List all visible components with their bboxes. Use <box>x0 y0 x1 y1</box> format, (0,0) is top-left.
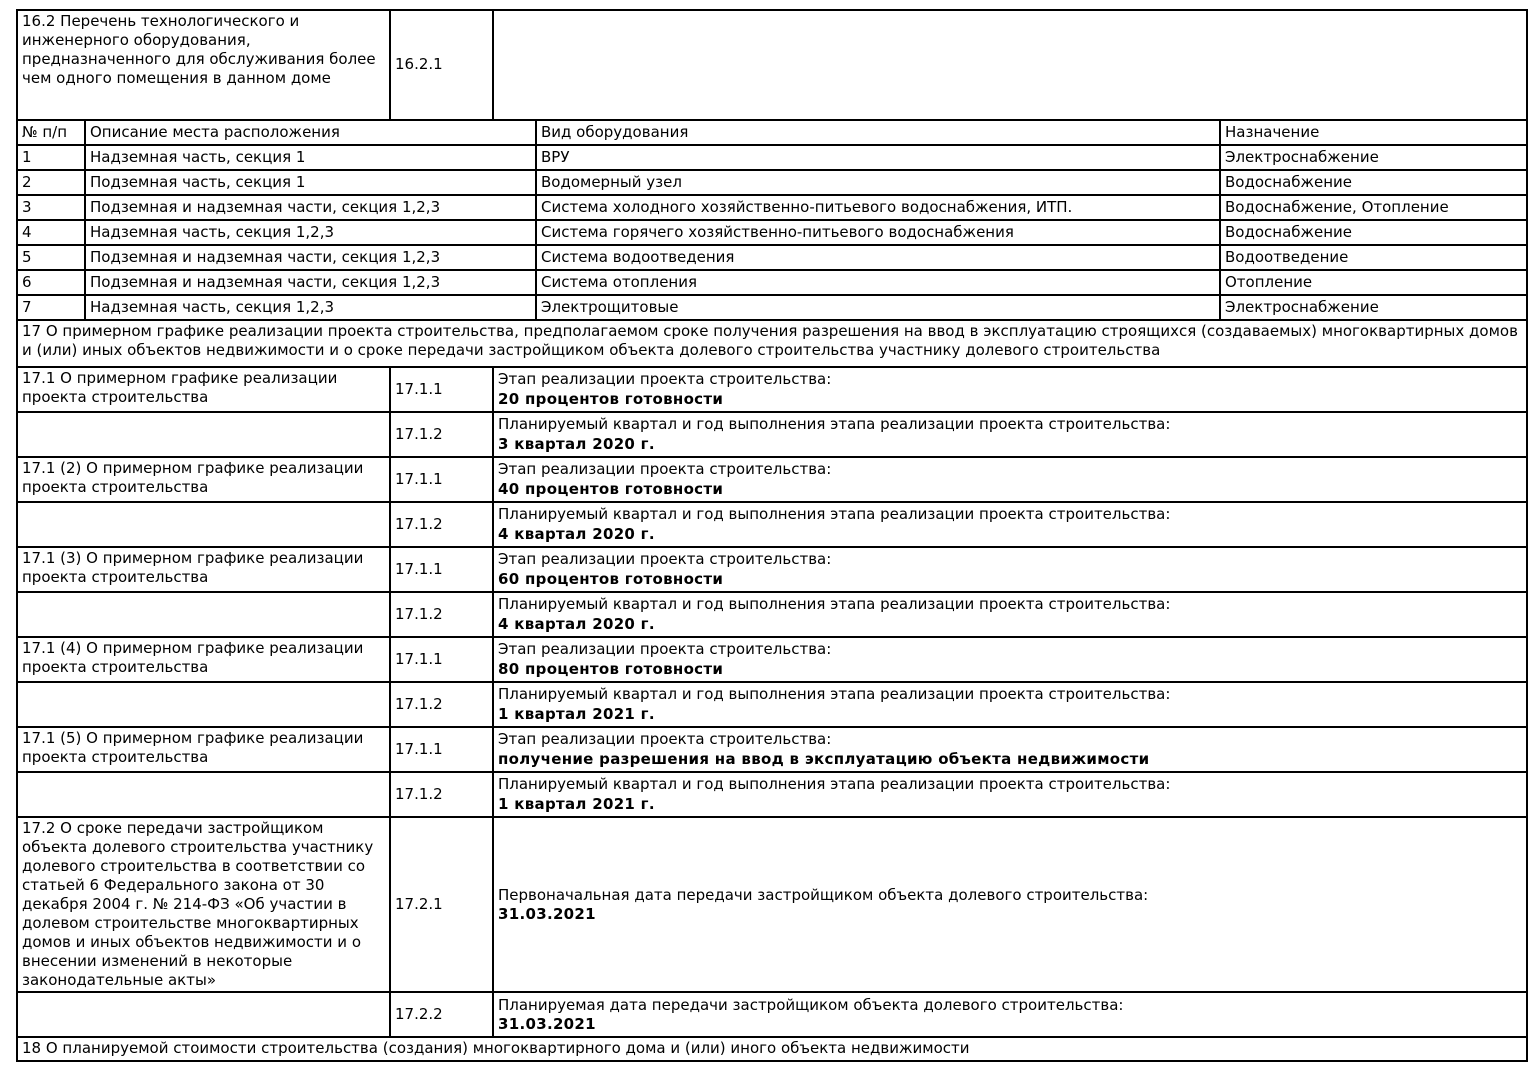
equipment-cell-type: Система водоотведения <box>536 245 1220 270</box>
field-caption: Планируемый квартал и год выполнения этапа реализации проекта строительства: <box>498 595 1171 614</box>
field-value: 1 квартал 2021 г. <box>498 704 655 723</box>
row-label-cell-empty <box>17 772 390 817</box>
section-18-header-row <box>17 1037 1527 1061</box>
equipment-table-body <box>17 145 1527 320</box>
field-value: 1 квартал 2021 г. <box>498 794 655 813</box>
row-content-cell <box>493 772 1527 817</box>
section-16-2-label: 16.2 Перечень технологического и инженерного оборудования, предназначенного для обслуживания более чем одного помещения в данном доме <box>17 10 390 120</box>
row-content-cell <box>493 502 1527 547</box>
equipment-cell-location: Подземная и надземная части, секция 1,2,3 <box>85 195 536 220</box>
row-code-cell: 17.1.1 <box>390 457 493 502</box>
row-code-cell: 17.1.2 <box>390 412 493 457</box>
section-18-heading: 18 О планируемой стоимости строительства (создания) многоквартирного дома и (или) иного объекта недвижимости <box>17 1037 1527 1061</box>
schedule-stage-row <box>17 547 1527 592</box>
equipment-cell-location: Надземная часть, секция 1,2,3 <box>85 220 536 245</box>
field-value: 80 процентов готовности <box>498 659 724 678</box>
section-17-2-body <box>17 817 1527 1037</box>
equipment-cell-location: Подземная часть, секция 1 <box>85 170 536 195</box>
equipment-cell-num: 6 <box>17 270 85 295</box>
equipment-cell-type: Система холодного хозяйственно-питьевого водоснабжения, ИТП. <box>536 195 1220 220</box>
schedule-block <box>17 457 1527 547</box>
section-16-2-row <box>17 10 1527 120</box>
project-declaration-document <box>16 9 1526 1062</box>
field-caption: Планируемый квартал и год выполнения этапа реализации проекта строительства: <box>498 415 1171 434</box>
equipment-cell-purpose: Отопление <box>1220 270 1527 295</box>
equipment-cell-num: 7 <box>17 295 85 320</box>
field-value: 20 процентов готовности <box>498 389 724 408</box>
field-value: 60 процентов готовности <box>498 569 724 588</box>
row-label-cell-empty <box>17 992 390 1037</box>
field-value: 31.03.2021 <box>498 1014 596 1033</box>
equipment-row <box>17 220 1527 245</box>
field-caption: Этап реализации проекта строительства: <box>498 460 832 479</box>
equipment-cell-type: Водомерный узел <box>536 170 1220 195</box>
field-value: 31.03.2021 <box>498 904 596 923</box>
equipment-cell-type: Электрощитовые <box>536 295 1220 320</box>
equipment-row <box>17 245 1527 270</box>
schedule-quarter-row <box>17 412 1527 457</box>
equipment-header-location: Описание места расположения <box>85 120 536 145</box>
schedule-quarter-row <box>17 772 1527 817</box>
equipment-cell-num: 1 <box>17 145 85 170</box>
row-content-cell <box>493 682 1527 727</box>
equipment-row <box>17 145 1527 170</box>
row-label-cell: 17.1 О примерном графике реализации проекта строительства <box>17 367 390 412</box>
schedule-table <box>16 319 1528 1062</box>
section-17-2-initial-date-row <box>17 817 1527 992</box>
row-code-cell: 17.2.1 <box>390 817 493 992</box>
row-code-cell: 17.1.1 <box>390 637 493 682</box>
section-16-2-table <box>16 9 1528 121</box>
field-value: получение разрешения на ввод в эксплуатацию объекта недвижимости <box>498 749 1150 768</box>
row-content-cell <box>493 457 1527 502</box>
schedule-stage-row <box>17 637 1527 682</box>
equipment-header-purpose: Назначение <box>1220 120 1527 145</box>
field-caption: Планируемый квартал и год выполнения этапа реализации проекта строительства: <box>498 505 1171 524</box>
field-value: 3 квартал 2020 г. <box>498 434 655 453</box>
schedule-block <box>17 367 1527 457</box>
row-content-cell <box>493 367 1527 412</box>
field-caption: Планируемый квартал и год выполнения этапа реализации проекта строительства: <box>498 685 1171 704</box>
section-16-2-code: 16.2.1 <box>390 10 493 120</box>
field-caption: Планируемый квартал и год выполнения этапа реализации проекта строительства: <box>498 775 1171 794</box>
equipment-cell-type: ВРУ <box>536 145 1220 170</box>
section-18-body <box>17 1037 1527 1061</box>
field-value: 4 квартал 2020 г. <box>498 524 655 543</box>
equipment-cell-location: Надземная часть, секция 1 <box>85 145 536 170</box>
field-caption: Планируемая дата передачи застройщиком объекта долевого строительства: <box>498 995 1124 1014</box>
row-content-cell <box>493 727 1527 772</box>
section-17-heading: 17 О примерном графике реализации проекта строительства, предполагаемом сроке получения разрешения на ввод в эксплуатацию строящихся (создаваемых) многоквартирных домов и (или) иных объектов недвижимости и о сроке передачи застройщиком объекта долевого строительства участнику долевого строительства <box>17 320 1527 367</box>
field-value: 40 процентов готовности <box>498 479 724 498</box>
equipment-cell-type: Система горячего хозяйственно-питьевого водоснабжения <box>536 220 1220 245</box>
schedule-quarter-row <box>17 682 1527 727</box>
equipment-cell-num: 2 <box>17 170 85 195</box>
row-content-cell <box>493 547 1527 592</box>
equipment-header-row <box>17 120 1527 145</box>
equipment-cell-num: 3 <box>17 195 85 220</box>
section-17-2-planned-date-row <box>17 992 1527 1037</box>
field-caption: Этап реализации проекта строительства: <box>498 640 832 659</box>
row-content-cell <box>493 817 1527 992</box>
schedule-block <box>17 547 1527 637</box>
equipment-cell-purpose: Водоснабжение, Отопление <box>1220 195 1527 220</box>
row-label-cell: 17.1 (3) О примерном графике реализации проекта строительства <box>17 547 390 592</box>
row-code-cell: 17.1.2 <box>390 592 493 637</box>
equipment-header-type: Вид оборудования <box>536 120 1220 145</box>
equipment-row <box>17 195 1527 220</box>
equipment-cell-location: Надземная часть, секция 1,2,3 <box>85 295 536 320</box>
equipment-row <box>17 170 1527 195</box>
section-16-2-value <box>493 10 1527 120</box>
row-label-cell-empty <box>17 412 390 457</box>
row-label-cell: 17.1 (5) О примерном графике реализации проекта строительства <box>17 727 390 772</box>
row-label-cell: 17.1 (4) О примерном графике реализации проекта строительства <box>17 637 390 682</box>
schedule-quarter-row <box>17 502 1527 547</box>
row-code-cell: 17.1.1 <box>390 547 493 592</box>
row-content-cell <box>493 992 1527 1037</box>
equipment-cell-purpose: Электроснабжение <box>1220 295 1527 320</box>
field-caption: Первоначальная дата передачи застройщиком объекта долевого строительства: <box>498 885 1149 904</box>
equipment-cell-purpose: Электроснабжение <box>1220 145 1527 170</box>
row-content-cell <box>493 637 1527 682</box>
row-content-cell <box>493 592 1527 637</box>
row-code-cell: 17.1.1 <box>390 727 493 772</box>
row-label-cell: 17.1 (2) О примерном графике реализации проекта строительства <box>17 457 390 502</box>
row-label-cell-empty <box>17 592 390 637</box>
equipment-cell-purpose: Водоотведение <box>1220 245 1527 270</box>
equipment-cell-type: Система отопления <box>536 270 1220 295</box>
row-content-cell <box>493 412 1527 457</box>
row-code-cell: 17.2.2 <box>390 992 493 1037</box>
schedule-stage-row <box>17 727 1527 772</box>
row-code-cell: 17.1.2 <box>390 772 493 817</box>
equipment-cell-num: 5 <box>17 245 85 270</box>
row-code-cell: 17.1.2 <box>390 502 493 547</box>
field-caption: Этап реализации проекта строительства: <box>498 550 832 569</box>
row-label-cell-empty <box>17 682 390 727</box>
equipment-cell-num: 4 <box>17 220 85 245</box>
equipment-row <box>17 295 1527 320</box>
equipment-cell-location: Подземная и надземная части, секция 1,2,3 <box>85 270 536 295</box>
section-17-2-label: 17.2 О сроке передачи застройщиком объекта долевого строительства участнику долевого строительства в соответствии со статьей 6 Федерального закона от 30 декабря 2004 г. № 214-ФЗ «Об участии в долевом строительстве многоквартирных домов и иных объектов недвижимости и о внесении изменений в некоторые законодательные акты» <box>17 817 390 992</box>
row-label-cell-empty <box>17 502 390 547</box>
equipment-cell-purpose: Водоснабжение <box>1220 170 1527 195</box>
field-caption: Этап реализации проекта строительства: <box>498 370 832 389</box>
equipment-cell-location: Подземная и надземная части, секция 1,2,3 <box>85 245 536 270</box>
equipment-header-num: № п/п <box>17 120 85 145</box>
schedule-stage-row <box>17 457 1527 502</box>
equipment-table <box>16 119 1528 321</box>
schedule-block <box>17 637 1527 727</box>
equipment-row <box>17 270 1527 295</box>
equipment-cell-purpose: Водоснабжение <box>1220 220 1527 245</box>
row-code-cell: 17.1.1 <box>390 367 493 412</box>
schedule-block <box>17 727 1527 817</box>
schedule-quarter-row <box>17 592 1527 637</box>
field-caption: Этап реализации проекта строительства: <box>498 730 832 749</box>
field-value: 4 квартал 2020 г. <box>498 614 655 633</box>
schedule-stage-row <box>17 367 1527 412</box>
row-code-cell: 17.1.2 <box>390 682 493 727</box>
section-17-header-row <box>17 320 1527 367</box>
